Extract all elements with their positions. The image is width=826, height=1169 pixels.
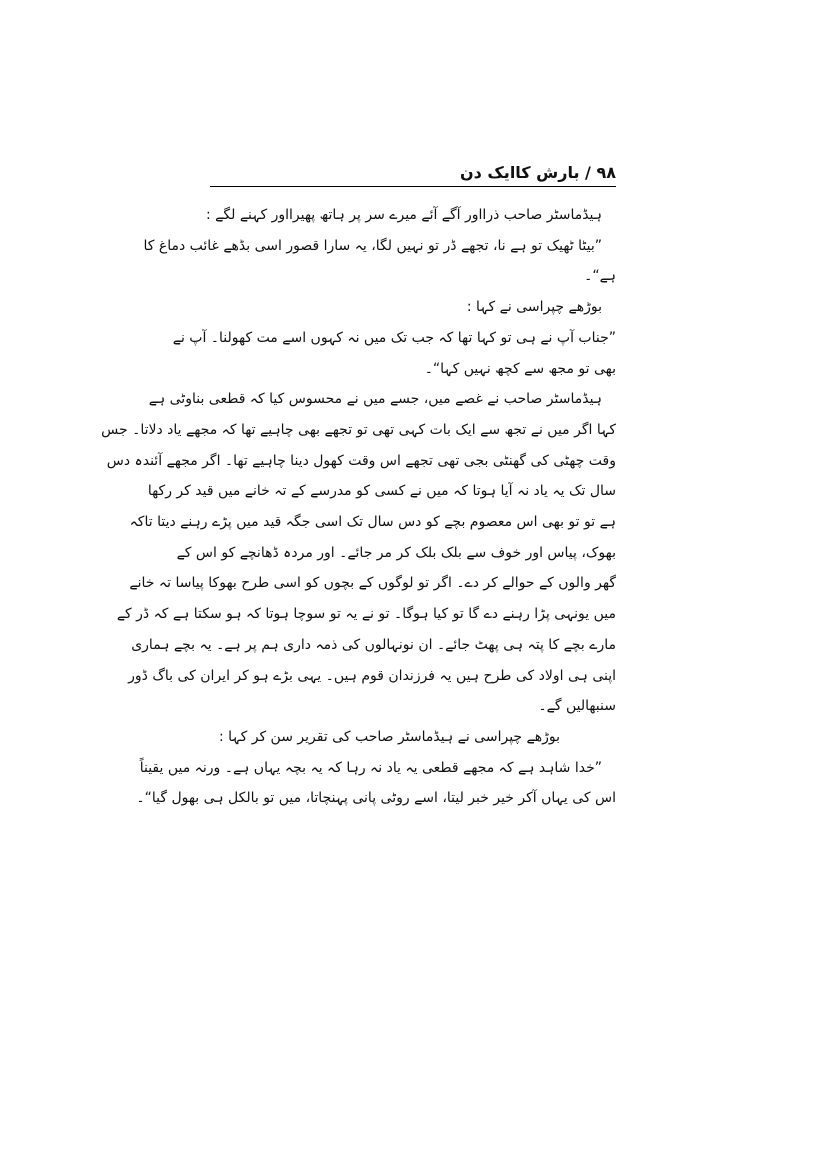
text-line: سنبھالیں گے۔ (538, 698, 616, 715)
text-line: وقت چھٹی کی گھنٹی بجی تھی تجھے اس وقت کھول دینا چاہیے تھا۔ اگر مجھے آئندہ دس (106, 452, 616, 469)
paragraph (101, 384, 616, 722)
text-line: بھوک، پیاس اور خوف سے بلک بلک کر مر جائے۔ اور مردہ ڈھانچے کو اس کے (176, 544, 616, 561)
paragraph (143, 231, 616, 292)
text-line: میں یونہی پڑا رہنے دے گا تو کیا ہوگا۔ تو نے یہ تو سوچا ہوتا کہ ہو سکتا ہے کہ ڈر کے (116, 606, 616, 623)
paragraph (210, 292, 616, 323)
header-rule (210, 186, 616, 187)
text-line: گھر والوں کے حوالے کر دے۔ اگر تو لوگوں کے بچوں کو اسی طرح بھوکا پیاسا تہ خانے (129, 575, 616, 592)
running-head: ۹۸ / بارش کاایک دن (459, 163, 616, 182)
paragraph (172, 323, 616, 384)
text-line: بھی تو مجھ سے کچھ نہیں کہا“۔ (424, 360, 616, 377)
body-text (101, 200, 616, 814)
text-line: ”جناب آپ نے ہی تو کہا تھا کہ جب تک میں نہ کہوں اسے مت کھولنا۔ آپ نے (172, 329, 616, 346)
text-line: سال تک یہ یاد نہ آیا ہوتا کہ میں نے کسی کو مدرسے کے تہ خانے میں قید کر رکھا (147, 483, 616, 500)
text-line: بوڑھے چپراسی نے کہا : (466, 299, 602, 316)
text-line: بوڑھے چپراسی نے ہیڈماسٹر صاحب کی تقریر سن کر کہا : (218, 728, 560, 745)
text-line: اس کی یہاں آکر خیر خبر لیتا، اسے روٹی پانی پہنچاتا، میں تو بالکل ہی بھول گیا“۔ (136, 790, 616, 807)
text-line: ہے“۔ (584, 268, 616, 285)
paragraph (136, 753, 616, 814)
text-line: ”بیٹا ٹھیک تو ہے نا، تجھے ڈر تو نہیں لگا، یہ سارا قصور اسی بڈھے غائب دماغ کا (143, 237, 602, 254)
text-line: ”خدا شاہد ہے کہ مجھے قطعی یہ یاد نہ رہا کہ یہ بچہ یہاں ہے۔ ورنہ میں یقیناً (139, 759, 602, 776)
paragraph (206, 200, 616, 231)
text-line: ہے تو تو بھی اس معصوم بچے کو دس سال تک اسی جگہ قید میں پڑے رہنے دیتا تاکہ (129, 514, 616, 531)
text-line: ہیڈماسٹر صاحب ذرااور آگے آئے میرے سر پر ہاتھ پھیرااور کہنے لگے : (206, 207, 602, 223)
paragraph (210, 722, 616, 753)
text-line: ہیڈماسٹر صاحب نے غصے میں، جسے میں نے محسوس کیا کہ قطعی بناوٹی ہے (148, 391, 602, 408)
text-line: کہا اگر میں نے تجھ سے ایک بات کہی تھی تو تجھے بھی چاہیے تھا کہ مجھے یاد دلاتا۔ جس (101, 421, 616, 438)
text-line: اپنی ہی اولاد کی طرح ہیں یہ فرزندان قوم ہیں۔ یہی بڑے ہو کر ایران کی باگ ڈور (128, 667, 616, 684)
text-line: مارے بچے کا پتہ ہی پھٹ جائے۔ ان نونہالوں کی ذمہ داری ہم پر ہے۔ یہ بچے ہماری (131, 636, 616, 653)
